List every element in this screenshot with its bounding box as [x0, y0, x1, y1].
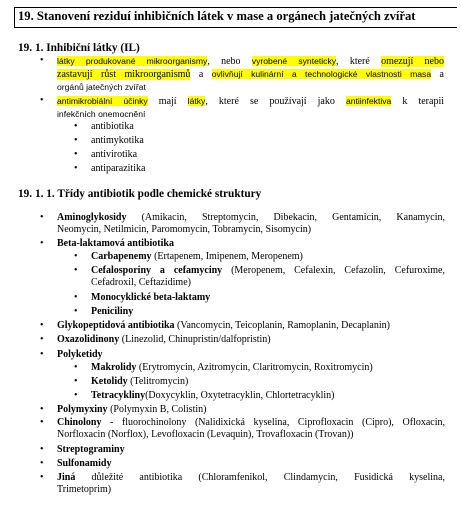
- class-examples: (Vancomycin, Teicoplanin, Ramoplanin, Decaplanin): [174, 320, 390, 331]
- bullet-icon: •: [40, 458, 44, 469]
- class-name: Oxazolidinony: [57, 334, 120, 345]
- sub-bullet-icon: •: [74, 149, 78, 160]
- sub-bullet-icon: •: [74, 121, 78, 132]
- class-examples: (Doxycyklin, Oxytetracyklin, Chlortetracyklin): [145, 390, 335, 401]
- definition-paragraph: [57, 55, 444, 93]
- class-name: Glykopeptidová antibiotika: [57, 320, 175, 331]
- class-monocyklicke: Monocyklické beta-laktamy: [91, 292, 211, 303]
- list-item: antivirotika: [91, 149, 138, 160]
- bullet-icon: •: [40, 417, 44, 428]
- list-item: antimykotika: [91, 135, 144, 146]
- class-examples: Norfloxacin (Norflox), Levofloxacin (Levaquin), Trovafloxacin (Trovan)): [57, 429, 354, 440]
- text-run: k terapii: [391, 96, 445, 107]
- class-examples: (Telitromycin): [127, 376, 189, 387]
- class-glykopeptidova: [57, 320, 390, 332]
- text-run: infekčních onemocnění: [57, 109, 146, 119]
- sub-bullet-icon: •: [74, 292, 78, 303]
- text-run: a: [190, 69, 212, 80]
- sub-bullet-icon: •: [74, 251, 78, 262]
- text-run: a: [431, 69, 444, 80]
- class-peniciliny: Peniciliny: [91, 306, 134, 317]
- class-oxazolidinony: [57, 334, 271, 346]
- class-name: Tetracykliny: [91, 390, 146, 401]
- class-examples: - fluorochinolony (Nalidixická kyselina, Ciprofloxacin (Cipro), Ofloxacin,: [101, 417, 445, 428]
- class-beta-laktam: Beta-laktamová antibiotika: [57, 238, 174, 249]
- class-aminoglykosidy: [57, 212, 445, 236]
- highlight: antiinfektiva: [345, 96, 392, 106]
- highlight: látky produkované mikroorganismy: [57, 56, 208, 66]
- class-name: Polymyxiny: [57, 404, 108, 415]
- bullet-icon: •: [40, 334, 44, 345]
- text-run: mají: [147, 96, 188, 107]
- class-examples: Cefadroxil, Ceftazidime): [91, 277, 191, 288]
- bullet-icon: •: [40, 404, 44, 415]
- class-makrolidy: [91, 362, 373, 374]
- sub-bullet-icon: •: [74, 135, 78, 146]
- text-run: , které se používají jako: [205, 96, 346, 107]
- text-run: , které: [336, 56, 382, 67]
- bullet-icon: •: [40, 349, 44, 360]
- highlight: zastavují růst mikroorganismů: [57, 69, 191, 80]
- bullet-icon: •: [40, 320, 44, 331]
- class-ketolidy: [91, 376, 188, 388]
- bullet-icon: •: [40, 95, 44, 106]
- class-examples: Neomycin, Netilmicin, Paromomycin, Tobramycin, Sisomycin): [57, 224, 312, 235]
- bullet-icon: •: [40, 472, 44, 483]
- class-sulfonamidy: Sulfonamidy: [57, 458, 112, 469]
- section-heading-tridy-antibiotik: 19. 1. 1. Třídy antibiotik podle chemické struktury: [18, 188, 262, 200]
- class-examples: Trimetoprim): [57, 484, 112, 495]
- class-tetracykliny: [91, 390, 334, 402]
- class-name: Ketolidy: [91, 376, 128, 387]
- class-examples: (Ertapenem, Imipenem, Meropenem): [151, 251, 303, 262]
- bullet-icon: •: [40, 55, 44, 66]
- text-run: , nebo: [207, 56, 252, 67]
- list-item: antibiotika: [91, 121, 134, 132]
- class-chinolony: [57, 417, 445, 441]
- bullet-icon: •: [40, 444, 44, 455]
- class-examples: (Linezolid, Chinupristin/dalfopristin): [119, 334, 271, 345]
- class-streptograminy: Streptograminy: [57, 444, 125, 455]
- highlight: látky: [187, 96, 206, 106]
- class-examples: (Meropenem, Cefalexin, Cefazolin, Cefuroxime,: [222, 265, 445, 276]
- class-examples: (Erytromycin, Azitromycin, Claritromycin, Roxitromycin): [136, 362, 373, 373]
- class-examples: (Polymyxin B, Colistin): [107, 404, 207, 415]
- sub-bullet-icon: •: [74, 376, 78, 387]
- class-examples: důležité antibiotika (Chloramfenikol, Clindamycin, Fusidická kyselina,: [75, 472, 445, 483]
- class-name: Cefalosporiny a cefamyciny: [91, 265, 223, 276]
- class-cefalosporiny: [91, 265, 445, 289]
- text-run: orgánů jatečných zvířat: [57, 82, 146, 92]
- sub-bullet-icon: •: [74, 362, 78, 373]
- class-polymyxiny: [57, 404, 206, 416]
- class-polyketidy: Polyketidy: [57, 349, 103, 360]
- class-name: Carbapenemy: [91, 251, 152, 262]
- bullet-icon: •: [40, 238, 44, 249]
- section-heading-inhibicni-latky: 19. 1. Inhibiční látky (IL): [18, 42, 140, 54]
- page-title: 19. Stanovení reziduí inhibičních látek v mase a orgánech jatečných zvířat: [18, 9, 416, 23]
- list-item: antiparazitika: [91, 163, 146, 174]
- sub-bullet-icon: •: [74, 390, 78, 401]
- class-name: Jiná: [57, 472, 76, 483]
- highlight: vyrobené synteticky: [251, 56, 337, 66]
- class-name: Makrolidy: [91, 362, 137, 373]
- highlight: ovlivňují kulinární a technologické vlastnosti masa: [211, 69, 432, 79]
- sub-bullet-icon: •: [74, 163, 78, 174]
- class-carbapenemy: [91, 251, 303, 263]
- class-name: Aminoglykosidy: [57, 212, 127, 223]
- bullet-icon: •: [40, 212, 44, 223]
- highlight: antimikrobiální účinky: [57, 96, 148, 106]
- class-name: Chinolony: [57, 417, 102, 428]
- class-jina: [57, 472, 445, 496]
- class-examples: (Amikacin, Streptomycin, Dibekacin, Gentamicin, Kanamycin,: [126, 212, 445, 223]
- sub-bullet-icon: •: [74, 265, 78, 276]
- highlight: omezují nebo: [381, 56, 444, 67]
- antimicrobial-paragraph: [57, 95, 444, 120]
- sub-bullet-icon: •: [74, 306, 78, 317]
